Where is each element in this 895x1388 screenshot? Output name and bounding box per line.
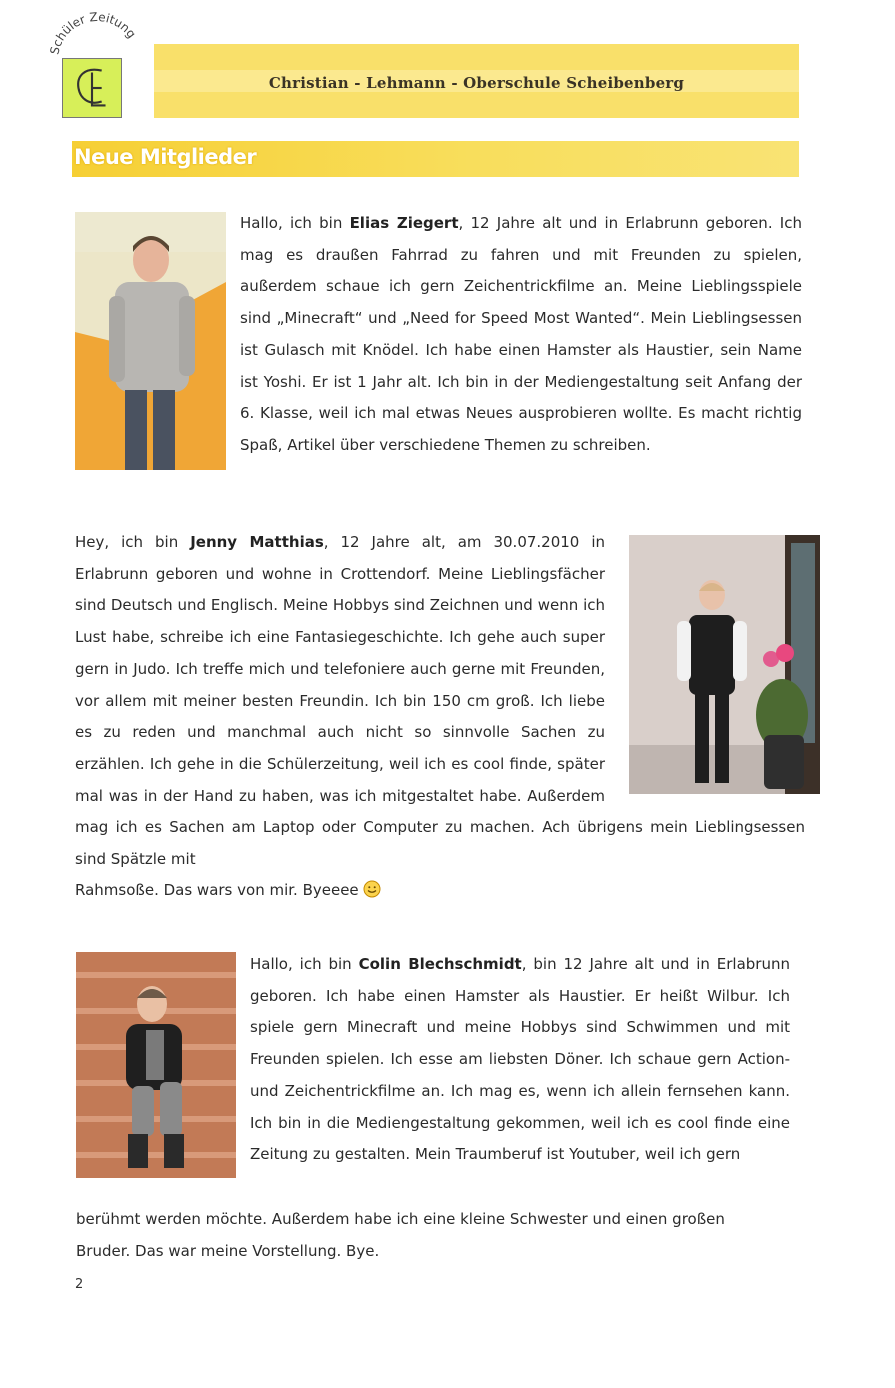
svg-text:Schüler Zeitung: Schüler Zeitung <box>47 9 139 56</box>
section-title: Neue Mitglieder <box>74 145 257 169</box>
photo-elias <box>75 212 226 470</box>
member-text-elias: Hallo, ich bin Elias Ziegert, 12 Jahre alt und in Erlabrunn geboren. Ich mag es draußen Fahrrad zu fahren und mit Freunden zu spielen, außerdem schaue ich gern Zeichentrickfilme an. Meine Lieblingsspiele sind „Minecraft“ und „Need for Speed Most Wanted“. Mein Lieblingsessen ist Gulasch mit Knödel. Ich habe einen Hamster als Haustier, sein Name ist Yoshi. Er ist 1 Jahr alt. Ich bin in der Mediengestaltung seit Anfang der 6. Klasse, weil ich mal etwas Neues ausprobieren wollte. Es macht richtig Spaß, Artikel über verschiedene Themen zu schreiben. <box>240 214 802 454</box>
member-text-jenny-part1: Hey, ich bin Jenny Matthias, 12 Jahre alt, am 30.07.2010 in Erlabrunn geboren und wohne in Crottendorf. Meine Lieblingsfächer sind Deutsch und Englisch. Meine Hobbys sind Zeichnen und wenn ich Lust habe, schreibe ich eine Fantasiegeschichte. Ich gehe auch super gern in Judo. Ich treffe mich und telefoniere auch gerne mit Freunden, vor allem mit meiner besten Freundin. Ich bin 150 cm groß. Ich liebe es zu reden und manchmal auch nicht so sinnvolle Sachen zu erzählen. Ich gehe in die Schülerzeitung, weil ich es cool finde, später mal was in der Hand zu haben, was ich mitgestaltet habe. Außerdem mag ich es Sachen am Laptop oder Computer zu machen. Ach übrigens mein Lieblingsessen sind Spätzle mit <box>75 527 805 876</box>
school-newspaper-logo <box>44 8 148 122</box>
logo-monogram <box>62 58 122 118</box>
section-header <box>72 141 799 177</box>
cs-monogram-icon <box>63 59 121 117</box>
school-name: Christian - Lehmann - Oberschule Scheibenberg <box>268 74 685 92</box>
smiley-icon <box>363 878 381 910</box>
photo-wrap-spacer <box>619 527 805 795</box>
member-text-colin-continuation: berühmt werden möchte. Außerdem habe ich eine kleine Schwester und einen großen <box>76 1210 725 1228</box>
member-name-elias: Elias Ziegert <box>349 214 459 232</box>
photo-wrap-spacer-colin <box>76 949 250 1199</box>
member-text-jenny-last-line: Rahmsoße. Das wars von mir. Byeeee <box>75 875 805 910</box>
page-number: 2 <box>75 1277 84 1292</box>
member-text-colin-last-line: Bruder. Das war meine Vorstellung. Bye. <box>76 1242 380 1260</box>
school-header-banner <box>154 44 799 118</box>
member-text-colin-part1: Hallo, ich bin Colin Blechschmidt, bin 12 Jahre alt und in Erlabrunn geboren. Ich habe einen Hamster als Haustier. Er heißt Wilbur. Ich spiele gern Minecraft und meine Hobbys sind Schwimmen und mit Freunden spielen. Ich esse am liebsten Döner. Ich schaue gern Action- und Zeichentrickfilme an. Ich mag es, wenn ich allein fernsehen kann. Ich bin in die Mediengestaltung gekommen, weil ich es cool finde eine Zeitung zu gestalten. Mein Traumberuf ist Youtuber, weil ich gern <box>76 949 790 1199</box>
member-name-jenny: Jenny Matthias <box>190 533 324 551</box>
member-name-colin: Colin Blechschmidt <box>358 955 522 973</box>
